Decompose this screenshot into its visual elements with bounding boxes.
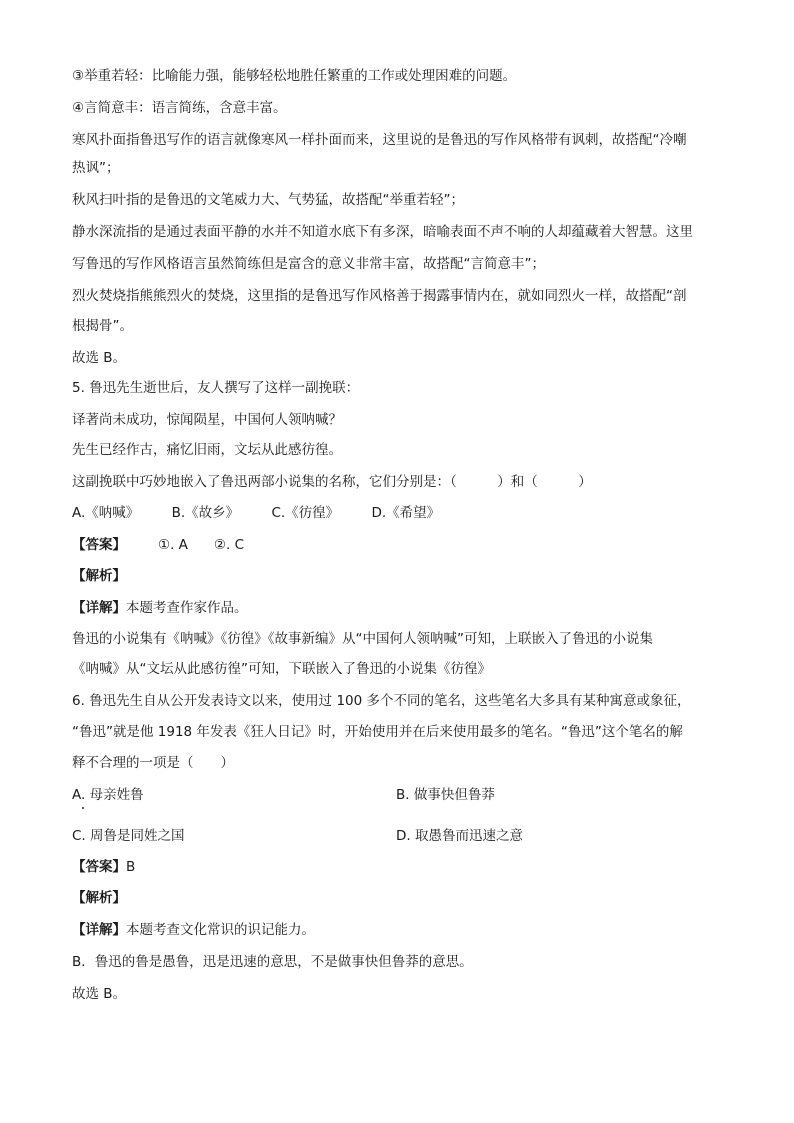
question-5-detail bbox=[72, 598, 248, 618]
question-6-explanation: B．鲁迅的鲁是愚鲁，迅是迅速的意思，不是做事快但鲁莽的意思。 bbox=[72, 954, 473, 970]
question-5-analysis-tag bbox=[72, 566, 126, 586]
option-c: C.《彷徨》 bbox=[271, 505, 340, 521]
option-a: A. 母亲姓鲁 bbox=[72, 787, 144, 803]
answer-tag: 【答案】 bbox=[72, 859, 126, 875]
option-d: D.《希望》 bbox=[371, 505, 441, 521]
paragraph-line: 根揭骨”。 bbox=[72, 318, 133, 334]
paragraph-line: 写鲁迅的写作风格语言虽然简练但是富含的意义非常丰富，故搭配“言简意丰”； bbox=[72, 256, 545, 272]
couplet-line-1: 译著尚未成功，惊闻陨星，中国何人领呐喊？ bbox=[72, 412, 342, 428]
paragraph-line: ③举重若轻：比喻能力强，能够轻松地胜任繁重的工作或处理困难的问题。 bbox=[72, 68, 517, 84]
question-6-conclusion: 故选 B。 bbox=[72, 986, 127, 1002]
paragraph-line: 寒风扑面指鲁迅写作的语言就像寒风一样扑面而来，这里说的是鲁迅的写作风格带有讽刺，故搭配“冷嘲 bbox=[72, 132, 687, 148]
answer-value: B bbox=[126, 859, 136, 875]
paragraph-line: 静水深流指的是通过表面平静的水并不知道水底下有多深，暗喻表面不声不响的人却蕴藏着大智慧。这里 bbox=[72, 224, 693, 240]
question-6-stem-1: 6. 鲁迅先生自从公开发表诗文以来，使用过 100 多个不同的笔名，这些笔名大多具有某种寓意或象征， bbox=[72, 693, 691, 709]
option-a: A.《呐喊》 bbox=[72, 505, 140, 521]
answer-part-1: ①. A bbox=[158, 537, 188, 553]
stray-mark bbox=[82, 807, 84, 809]
question-6-detail bbox=[72, 920, 315, 940]
option-c: C. 周鲁是同姓之国 bbox=[72, 828, 185, 844]
question-5-explanation-2: 《呐喊》从“文坛从此感彷徨”可知，下联嵌入了鲁迅的小说集《彷徨》 bbox=[72, 661, 491, 677]
conclusion-line: 故选 B。 bbox=[72, 350, 127, 366]
question-5-prompt: 这副挽联中巧妙地嵌入了鲁迅两部小说集的名称，它们分别是：（ ）和（ ） bbox=[72, 474, 592, 490]
question-5-stem: 5. 鲁迅先生逝世后，友人撰写了这样一副挽联： bbox=[72, 380, 360, 396]
question-5-options bbox=[72, 503, 468, 523]
question-6-answer bbox=[72, 857, 135, 877]
answer-part-2: ②. C bbox=[213, 537, 245, 553]
question-5-answer bbox=[72, 535, 244, 555]
question-6-stem-3: 释不合理的一项是（ ） bbox=[72, 755, 234, 771]
detail-text: 本题考查文化常识的识记能力。 bbox=[126, 922, 315, 938]
paragraph-line: 热讽”； bbox=[72, 160, 120, 176]
couplet-line-2: 先生已经作古，痛忆旧雨，文坛从此感彷徨。 bbox=[72, 442, 342, 458]
analysis-tag: 【解析】 bbox=[72, 568, 126, 584]
option-b: B.《故乡》 bbox=[171, 505, 240, 521]
question-6-stem-2: “鲁迅”就是他 1918 年发表《狂人日记》时，开始使用并在后来使用最多的笔名。“鲁迅”这个笔名的解 bbox=[72, 724, 683, 740]
detail-tag: 【详解】 bbox=[72, 600, 126, 616]
detail-tag: 【详解】 bbox=[72, 922, 126, 938]
analysis-tag: 【解析】 bbox=[72, 890, 126, 906]
option-b: B. 做事快但鲁莽 bbox=[396, 787, 495, 803]
detail-text: 本题考查作家作品。 bbox=[126, 600, 248, 616]
paragraph-line: 烈火焚烧指熊熊烈火的焚烧，这里指的是鲁迅写作风格善于揭露事情内在，就如同烈火一样，故搭配“剖 bbox=[72, 288, 687, 304]
paragraph-line: ④言简意丰：语言简练，含意丰富。 bbox=[72, 100, 287, 116]
answer-tag: 【答案】 bbox=[72, 537, 126, 553]
option-d: D. 取愚鲁而迅速之意 bbox=[396, 828, 523, 844]
question-5-explanation-1: 鲁迅的小说集有《呐喊》《彷徨》《故事新编》从“中国何人领呐喊”可知，上联嵌入了鲁迅的小说集 bbox=[72, 631, 653, 647]
paragraph-line: 秋风扫叶指的是鲁迅的文笔威力大、气势猛，故搭配“举重若轻”； bbox=[72, 192, 464, 208]
question-6-analysis-tag bbox=[72, 888, 126, 908]
